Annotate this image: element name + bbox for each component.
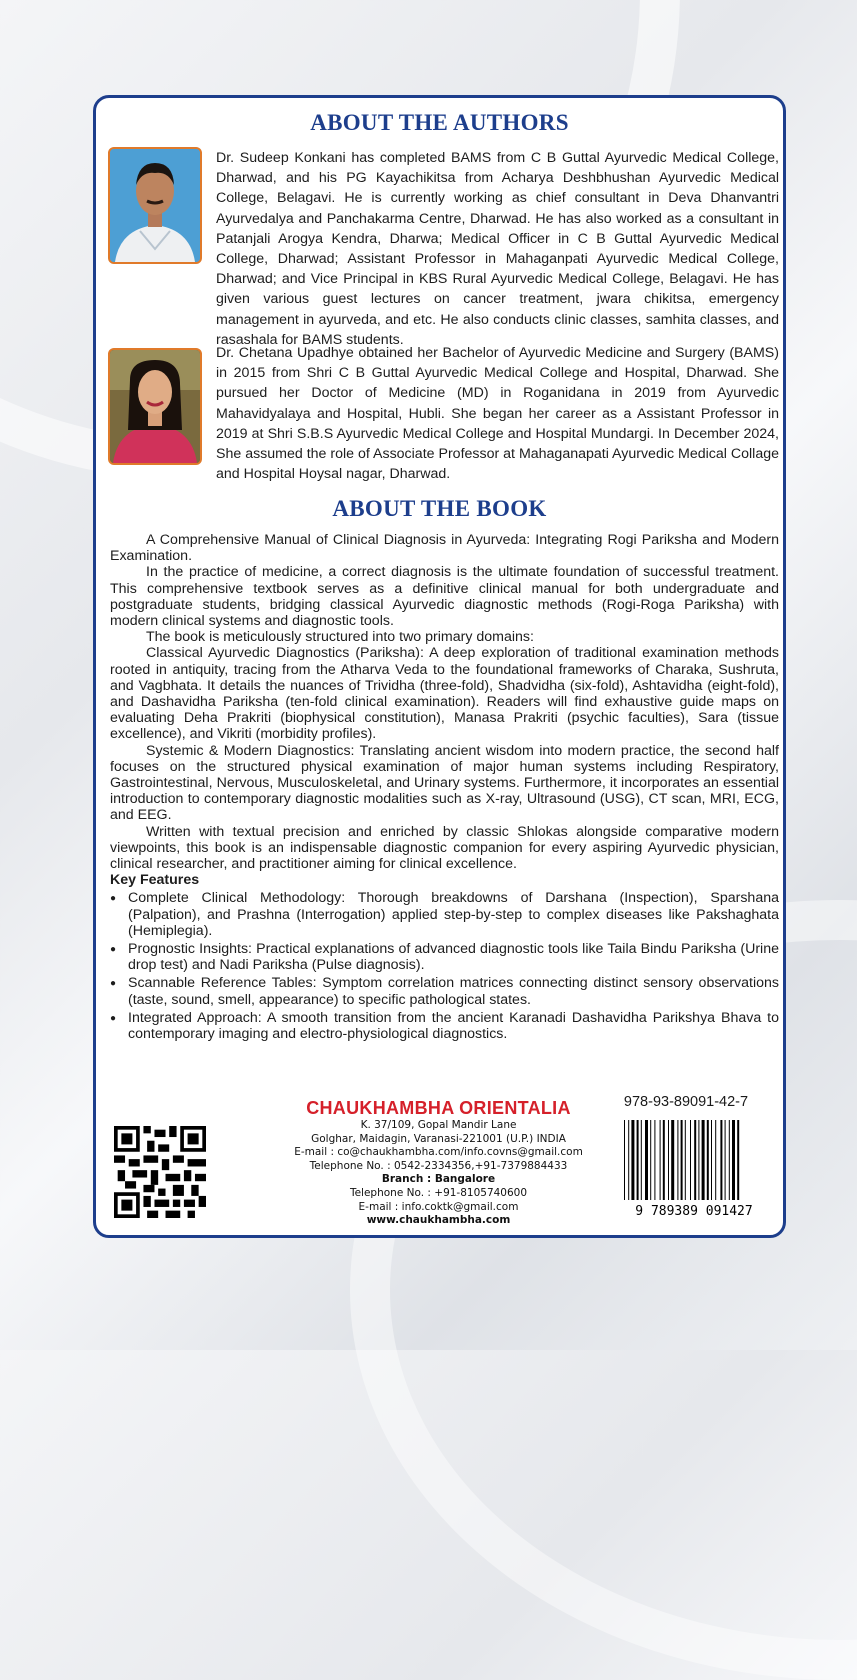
- barcode-bar: [702, 1120, 705, 1200]
- author2-bio-block: [216, 343, 779, 484]
- book-paragraph: Systemic & Modern Diagnostics: Translating ancient wisdom into modern practice, the second half focuses on the structured physical examination of major human systems including Respiratory, Gastrointestinal, Nervous, Musculoskeletal, and Urinary systems. Furthermore, it incorporates an essential introduction to contemporary diagnostic modalities such as X-ray, Ultrasound (USG), CT scan, MRI, ECG, and EEG.: [110, 742, 779, 824]
- book-paragraph: A Comprehensive Manual of Clinical Diagnosis in Ayurveda: Integrating Rogi Pariksha and Modern Examination.: [110, 532, 779, 565]
- barcode-bar: [685, 1120, 686, 1200]
- publisher-branch: Branch : Bangalore: [381, 1173, 496, 1186]
- barcode-bar: [681, 1120, 683, 1200]
- barcode-bar: [698, 1120, 699, 1200]
- barcode-bar: [631, 1120, 634, 1200]
- authors-heading: ABOUT THE AUTHORS: [310, 110, 569, 135]
- publisher-email-2: E-mail : info.coktk@gmail.com: [358, 1200, 519, 1213]
- key-features-list: [110, 890, 779, 1042]
- barcode-bar: [732, 1120, 735, 1200]
- author1-bio: Dr. Sudeep Konkani has completed BAMS from C B Guttal Ayurvedic Medical College, Dharwad, and his PG Kayachikitsa from Acharya Deshbhushan Ayurvedic Medical College, Belagavi. He is currently working as chief consultant in Deva Dhanvantri Ayurvedalya and Panchakarma Centre, Dharwad. He has also worked as a consultant in Patanjali Arogya Kendra, Dharwa; Medical Officer in C B Guttal Ayurvedic Medical College, Dharwad; Assistant Professor in Mahaganpati Ayurvedic Medical College, Dharwad; and Vice Principal in KBS Rural Ayurvedic Medical College, Belagavi. He has given various guest lectures on cancer treatment, jwara chikitsa, emergency management in ayurveda, and etc. He also conducts clinic classes, samhita classes, and rasashala for BAMS students.: [216, 150, 779, 348]
- barcode-bar: [690, 1120, 691, 1200]
- key-feature-item: ● Prognostic Insights: Practical explanations of advanced diagnostic tools like Taila Bindu Pariksha (Urine drop test) and Nadi Pariksha (Pulse diagnosis).: [110, 941, 779, 973]
- author2-bio: Dr. Chetana Upadhye obtained her Bachelor of Ayurvedic Medicine and Surgery (BAMS) in 2015 from Shri C B Guttal Ayurvedic Medical College and Hospital, Dharwad. She pursued her Doctor of Medicine (MD) in Roganidana in 2019 from Ayurvedic Mahavidyalaya and Hospital, Hubli. She began her career as a Assistant Professor in 2019 at Shri S.B.S Ayurvedic Medical College and Hospital Mundargi. In December 2024, She assumed the role of Associate Professor at Mahaganapati Ayurvedic Medical Collage and Hospital Hoysal nagar, Dharwad.: [216, 345, 779, 483]
- author2-photo: [108, 348, 202, 465]
- book-paragraph: Written with textual precision and enriched by classic Shlokas alongside comparative modern viewpoints, this book is an indispensable diagnostic companion for every aspiring Ayurvedic physician, clinical researcher, and practitioner aiming for clinical excellence.: [110, 823, 779, 873]
- barcode-bar: [650, 1120, 651, 1200]
- barcode-bar: [645, 1120, 648, 1200]
- book-heading: ABOUT THE BOOK: [332, 496, 547, 521]
- key-features-title: Key Features: [110, 872, 200, 889]
- author2-portrait-icon: [110, 350, 200, 463]
- author1-portrait-icon: [110, 149, 200, 262]
- book-paragraph: In the practice of medicine, a correct diagnosis is the ultimate foundation of successful treatment. This comprehensive textbook serves as a definitive clinical manual for both undergraduate and postgraduate students, bridging classical Ayurvedic diagnostic methods (Rogi-Roga Pariksha) with modern clinical systems and diagnostic tools.: [110, 564, 779, 630]
- barcode-bar: [711, 1120, 712, 1200]
- barcode-bar: [715, 1120, 716, 1200]
- book-paragraph: Classical Ayurvedic Diagnostics (Pariksha): A deep exploration of traditional examination methods rooted in antiquity, tracing from the Atharva Veda to the foundational frameworks of Charaka, Sushruta, and Vagbhata. It details the nuances of Trividha (three-fold), Shadvidha (six-fold), Ashtavidha (eight-fold), and Dashavidha Pariksha (ten-fold clinical examination). Readers will find exhaustive guide maps on evaluating Deha Prakriti (biophysical constitution), Manasa Prakriti (psychic faculties), Sara (tissue excellence), and Vikriti (morbidity profiles).: [110, 645, 779, 743]
- author1-bio-top: [216, 148, 779, 350]
- publisher-address-2: Golghar, Maidagin, Varanasi-221001 (U.P.) INDIA: [311, 1132, 566, 1145]
- publisher-website: www.chaukhambha.com: [366, 1214, 511, 1227]
- isbn-text: 978-93-89091-42-7: [623, 1094, 749, 1110]
- publisher-phone-1: Telephone No. : 0542-2334356,+91-7379884433: [309, 1159, 568, 1172]
- barcode-bar: [707, 1120, 709, 1200]
- barcode-icon: [618, 1118, 770, 1218]
- barcode-bar: [671, 1120, 674, 1200]
- publisher-name: CHAUKHAMBHA ORIENTALIA: [306, 1098, 571, 1118]
- barcode-bar: [694, 1120, 696, 1200]
- barcode-bar: [729, 1120, 730, 1200]
- barcode-bar: [668, 1120, 669, 1200]
- barcode-bar: [663, 1120, 665, 1200]
- publisher-info: [286, 1098, 591, 1228]
- publisher-email-1: E-mail : co@chaukhambha.com/info.covns@gmail.com: [294, 1146, 583, 1159]
- barcode-bar: [654, 1120, 655, 1200]
- barcode-bar: [660, 1120, 661, 1200]
- barcode-bar: [624, 1120, 625, 1200]
- author1-photo: [108, 147, 202, 264]
- barcode-digits: 9 789389 091427: [635, 1204, 753, 1218]
- barcode-bar: [628, 1120, 629, 1200]
- barcode-bar: [720, 1120, 722, 1200]
- key-feature-item: ● Scannable Reference Tables: Symptom correlation matrices connecting distinct sensory observations (taste, sound, smell, appearance) to specific pathological states.: [110, 975, 779, 1007]
- content-card: [93, 95, 786, 1238]
- publisher-phone-2: Telephone No. : +91-8105740600: [349, 1186, 528, 1199]
- key-feature-item: ● Complete Clinical Methodology: Thorough breakdowns of Darshana (Inspection), Sparshana (Palpation), and Prashna (Interrogation) applied step-by-step to complex diseases like Pakshaghata (Hemiplegia).: [110, 890, 779, 939]
- book-paragraph: The book is meticulously structured into two primary domains:: [146, 629, 534, 646]
- qr-code-icon: [114, 1126, 206, 1218]
- barcode-bar: [641, 1120, 642, 1200]
- barcode-bar: [677, 1120, 678, 1200]
- key-feature-item: ● Integrated Approach: A smooth transition from the ancient Karanadi Dashavidha Parikshya Bhava to contemporary imaging and electro-physiological diagnostics.: [110, 1010, 779, 1042]
- barcode-bar: [725, 1120, 726, 1200]
- publisher-address-1: K. 37/109, Gopal Mandir Lane: [360, 1119, 517, 1131]
- barcode-bar: [737, 1120, 739, 1200]
- book-description: [110, 532, 779, 1044]
- barcode-bar: [637, 1120, 639, 1200]
